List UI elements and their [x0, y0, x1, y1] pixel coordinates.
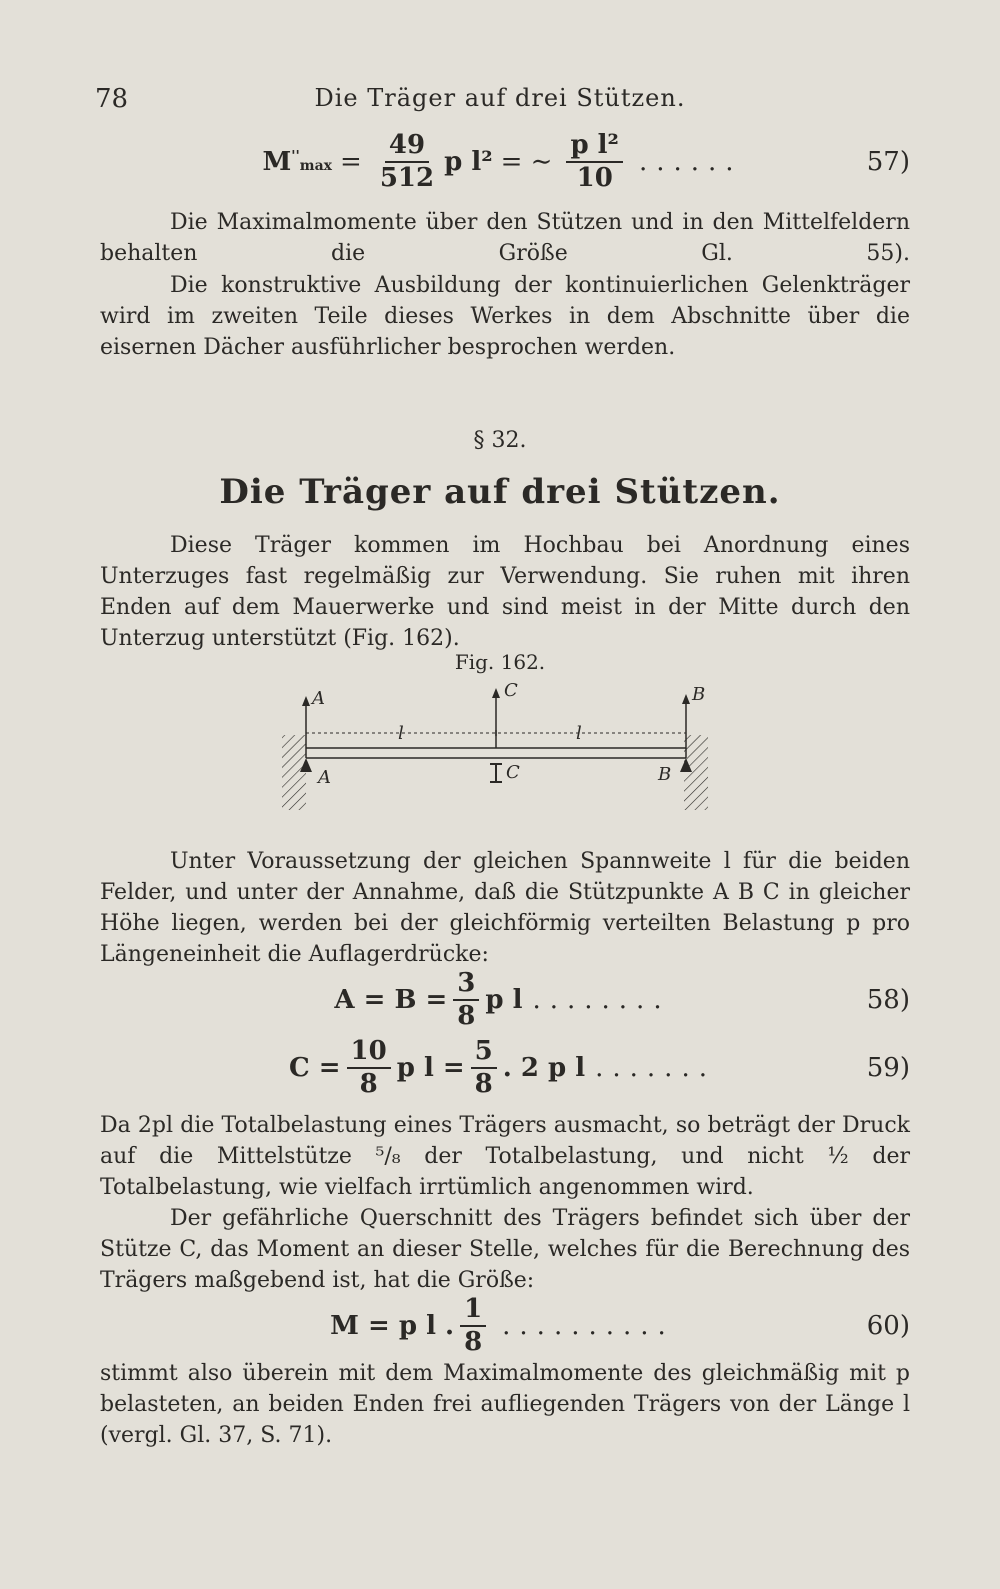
section-title: Die Träger auf drei Stützen. [219, 472, 781, 512]
label-c-top: C [504, 680, 518, 701]
equation-number: 58) [866, 985, 910, 1015]
paragraph-1: Die Maximalmomente über den Stützen und in den Mittelfeldern behalten die Größe Gl. 55). [100, 210, 910, 266]
paragraph-5: Da 2pl die Totalbelastung eines Trägers ausmacht, so beträgt der Druck auf die Mittelstütze ⁵/₈ der Totalbelastung, und nicht ½ der Totalbelastung, wie vielfach irrtümlich angenommen wird. [100, 1113, 910, 1200]
span-label-right: l [576, 723, 582, 744]
label-a-top: A [312, 688, 325, 709]
equation-number: 57) [866, 147, 910, 177]
equation-number: 59) [866, 1053, 910, 1083]
beam-diagram [280, 680, 720, 815]
label-b-bottom: B [658, 764, 672, 785]
page-number: 78 [95, 84, 129, 114]
eq57-lhs: M''max [262, 147, 333, 177]
equation-number: 60) [866, 1311, 910, 1341]
label-a-bottom: A [318, 767, 331, 788]
right-wall [684, 735, 708, 810]
label-b-top: B [692, 684, 706, 705]
fraction-5-8: $\frac{5}{8}$ [471, 1038, 497, 1099]
equation-57: M''max = $\frac{49}{512}$ p l² = ∼ $\frac{\text{p l²}}{10}$ ...... 57) [262, 129, 910, 193]
equation-60: M = p l . $\frac{1}{8}$ .......... 60) [330, 1293, 910, 1357]
fraction-3-8: $\frac{3}{8}$ [453, 970, 479, 1031]
fraction-49-512: $\frac{49}{512}$ [379, 129, 435, 193]
label-c-bottom: C [506, 762, 520, 783]
running-title: Die Träger auf drei Stützen. [314, 84, 686, 112]
equation-59: C = $\frac{10}{8}$ p l = $\frac{5}{8}$ . 2 p l ....... 59) [289, 1035, 910, 1099]
figure-caption: Fig. 162. [454, 650, 546, 674]
paragraph-6: Der gefährliche Querschnitt des Trägers befindet sich über der Stütze C, das Moment an dieser Stelle, welches für die Berechnung des Trägers maßgebend ist, hat die Größe: [100, 1206, 910, 1293]
paragraph-7: stimmt also überein mit dem Maximalmomente des gleichmäßig mit p belasteten, an beiden Enden frei aufliegenden Trägers von der Länge l (vergl. Gl. 37, S. 71). [100, 1361, 910, 1448]
fraction-10-8: $\frac{10}{8}$ [347, 1038, 391, 1099]
section-number: § 32. [473, 428, 527, 453]
equation-58: A = B = $\frac{3}{8}$ p l ........ 58) [334, 967, 910, 1031]
paragraph-3: Diese Träger kommen im Hochbau bei Anordnung eines Unterzuges fast regelmäßig zur Verwendung. Sie ruhen mit ihren Enden auf dem Mauerwerke und sind meist in der Mitte durch den Unterzug unterstützt (Fig. 162). [100, 533, 910, 651]
span-label-left: l [398, 723, 404, 744]
paragraph-2: Die konstruktive Ausbildung der kontinuierlichen Gelenkträger wird im zweiten Teile dieses Werkes in dem Abschnitte über die eisernen Dächer ausführlicher besprochen werden. [100, 273, 910, 360]
paragraph-4: Unter Voraussetzung der gleichen Spannweite l für die beiden Felder, und unter der Annahme, daß die Stützpunkte A B C in gleicher Höhe liegen, werden bei der gleichförmig verteilten Belastung p pro Längeneinheit die Auflagerdrücke: [100, 849, 910, 967]
fraction-pl2-10: $\frac{\text{p l²}}{10}$ [566, 132, 623, 193]
left-wall [282, 735, 306, 810]
fraction-1-8: $\frac{1}{8}$ [460, 1296, 486, 1357]
